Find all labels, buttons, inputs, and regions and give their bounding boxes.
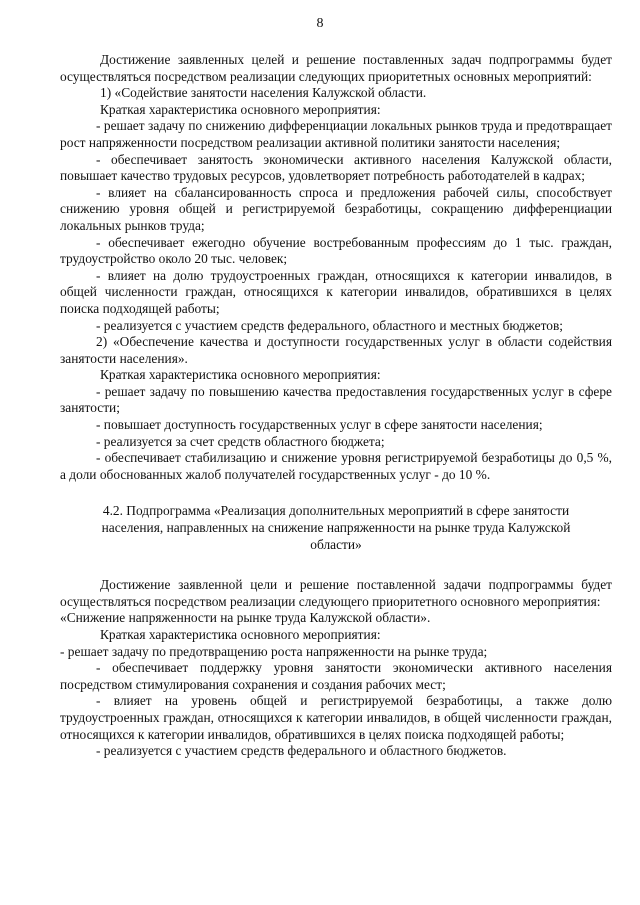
document-body xyxy=(60,52,612,760)
subprogram-item: - влияет на уровень общей и регистрируемой безработицы, а также долю трудоустроенных граждан, относящихся к категории инвалидов, в общей численности граждан, относящихся к категории инвалидов, обратившихся в целях поиска подходящей работы; xyxy=(60,693,612,742)
measure-2-item: - обеспечивает стабилизацию и снижение уровня регистрируемой безработицы до 0,5 %, а доли обоснованных жалоб получателей государственных услуг - до 10 %. xyxy=(60,450,612,482)
intro-paragraph: Достижение заявленных целей и решение поставленных задач подпрограммы будет осуществляться посредством реализации следующих приоритетных основных мероприятий: xyxy=(60,52,612,84)
measure-1-item: - обеспечивает занятость экономически активного населения Калужской области, повышает качество трудовых ресурсов, удовлетворяет потребность работодателей в кадрах; xyxy=(60,151,612,184)
subprogram-item: - реализуется с участием средств федерального и областного бюджетов. xyxy=(96,743,507,759)
measure-1-item: - влияет на долю трудоустроенных граждан, относящихся к категории инвалидов, в общей численности граждан, относящихся к категории инвалидов, обратившихся в целях поиска подходящей работы; xyxy=(60,267,612,316)
subprogram-intro: Достижение заявленной цели и решение поставленной задачи подпрограммы будет осуществляться посредством реализации следующего приоритетного основного мероприятия: xyxy=(60,577,612,609)
measure-1-title: 1) «Содействие занятости населения Калужской области. xyxy=(100,85,427,101)
measure-2-summary-label: Краткая характеристика основного мероприятия: xyxy=(100,367,381,383)
measure-1-item: - влияет на сбалансированность спроса и предложения рабочей силы, способствует снижению уровня общей и регистрируемой безработицы, сокращению дифференциации локальных рынков труда; xyxy=(60,184,612,233)
measure-2-title: 2) «Обеспечение качества и доступности государственных услуг в области содействия занятости населения». xyxy=(60,334,612,366)
measure-2-item: - реализуется за счет средств областного бюджета; xyxy=(96,433,385,449)
measure-1-item: - обеспечивает ежегодно обучение востребованным профессиям до 1 тыс. граждан, трудоустройство около 20 тыс. человек; xyxy=(60,234,612,267)
page-number: 8 xyxy=(316,16,324,31)
measure-1-item: - решает задачу по снижению дифференциации локальных рынков труда и предотвращает рост напряженности посредством реализации активной политики занятости населения; xyxy=(60,118,612,150)
measure-2-item: - повышает доступность государственных услуг в сфере занятости населения; xyxy=(96,417,543,433)
subprogram-summary-label: Краткая характеристика основного мероприятия: xyxy=(100,627,381,642)
measure-1-item: - реализуется с участием средств федерального, областного и местных бюджетов; xyxy=(96,317,563,333)
subprogram-measure-title: «Снижение напряженности на рынке труда Калужской области». xyxy=(60,610,431,626)
subprogram-item: - решает задачу по предотвращению роста напряженности на рынке труда; xyxy=(60,643,488,659)
subprogram-item: - обеспечивает поддержку уровня занятости экономически активного населения посредством стимулирования сохранения и создания рабочих мест; xyxy=(60,660,612,692)
section-heading: 4.2. Подпрограмма «Реализация дополнительных мероприятий в сфере занятости населения, направленных на снижение напряженности на рынке труда Калужской области» xyxy=(101,503,571,552)
measure-1-summary-label: Краткая характеристика основного мероприятия: xyxy=(100,101,381,117)
measure-2-item: - решает задачу по повышению качества предоставления государственных услуг в сфере занятости; xyxy=(60,383,612,416)
